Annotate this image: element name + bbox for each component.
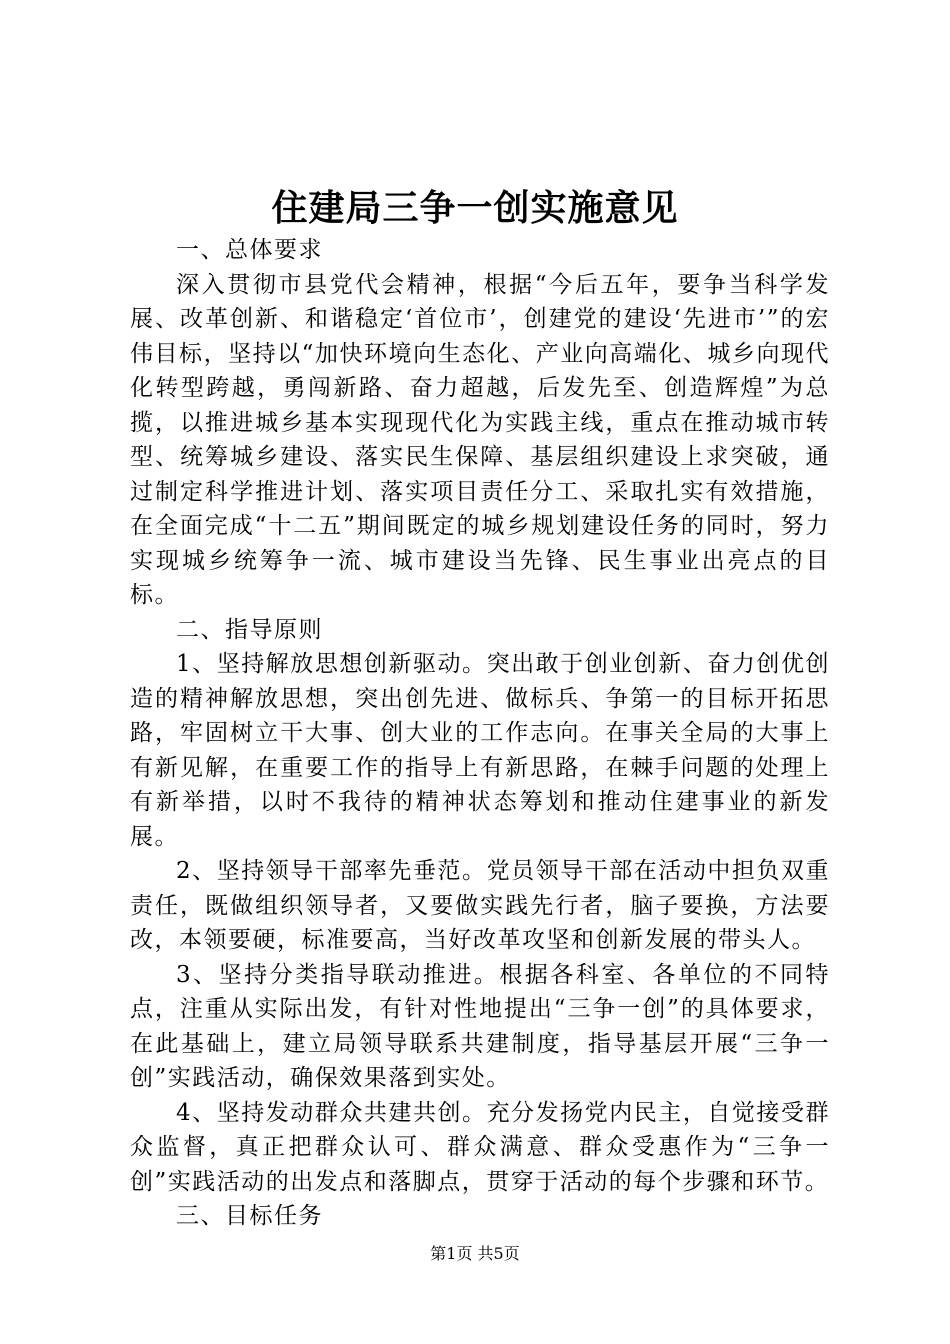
- section-heading-2: 二、指导原则: [176, 616, 323, 643]
- paragraph-principle-1: 1、坚持解放思想创新驱动。突出敢于创业创新、奋力创优创造的精神解放思想，突出创先进、做标兵、争第一的目标开拓思路，牢固树立干大事、创大业的工作志向。在事关全局的大事上有新见解，在重要工作的指导上有新思路，在棘手问题的处理上有新举措，以时不我待的精神状态筹划和推动住建事业的新发展。: [130, 651, 830, 850]
- document-body: [130, 233, 830, 1234]
- document-title: 住建局三争一创实施意见: [271, 187, 679, 229]
- paragraph-principle-4: 4、坚持发动群众共建共创。充分发扬党内民主，自觉接受群众监督，真正把群众认可、群众满意、群众受惠作为“三争一创”实践活动的出发点和落脚点，贯穿于活动的每个步骤和环节。: [130, 1099, 830, 1195]
- paragraph-principle-2: 2、坚持领导干部率先垂范。党员领导干部在活动中担负双重责任，既做组织领导者，又要做实践先行者，脑子要换，方法要改，本领要硬，标准要高，当好改革攻坚和创新发展的带头人。: [130, 858, 830, 953]
- section-heading-3: 三、目标任务: [176, 1203, 323, 1229]
- paragraph-principle-3: 3、坚持分类指导联动推进。根据各科室、各单位的不同特点，注重从实际出发，有针对性地提出“三争一创”的具体要求，在此基础上，建立局领导联系共建制度，指导基层开展“三争一创”实践活动，确保效果落到实处。: [130, 961, 830, 1091]
- page-footer: 第1页 共5页: [430, 1244, 520, 1263]
- paragraph-overall-requirements: 深入贯彻市县党代会精神，根据“今后五年，要争当科学发展、改革创新、和谐稳定‘首位市’，创建党的建设‘先进市’”的宏伟目标，坚持以“加快环境向生态化、产业向高端化、城乡向现代化转型跨越，勇闯新路、奋力超越，后发先至、创造辉煌”为总揽，以推进城乡基本实现现代化为实践主线，重点在推动城市转型、统筹城乡建设、落实民生保障、基层组织建设上求突破，通过制定科学推进计划、落实项目责任分工、采取扎实有效措施，在全面完成“十二五”期间既定的城乡规划建设任务的同时，努力实现城乡统筹争一流、城市建设当先锋、民生事业出亮点的目标。: [130, 271, 830, 608]
- section-heading-1: 一、总体要求: [176, 237, 323, 263]
